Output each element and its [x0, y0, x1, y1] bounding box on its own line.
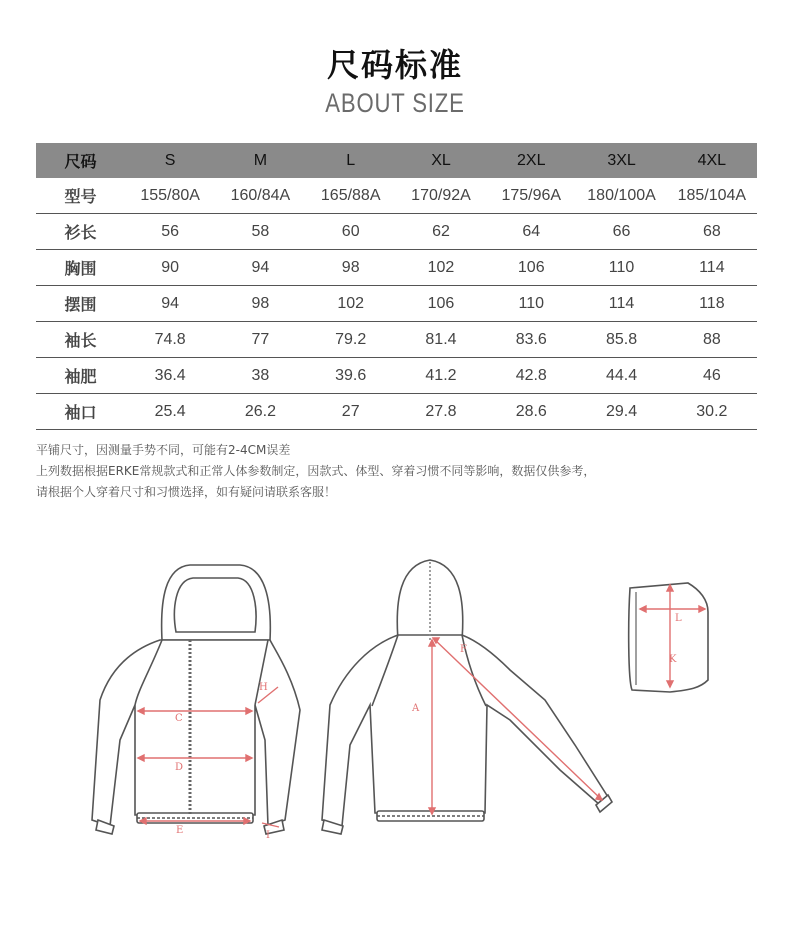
table-header-cell: 2XL	[486, 143, 576, 178]
table-cell: 114	[576, 286, 666, 322]
table-cell: 66	[576, 214, 666, 250]
page-title: 尺码标准	[326, 46, 463, 84]
table-cell: 56	[125, 214, 215, 250]
label-hood-height: K	[669, 654, 677, 665]
row-label: 型号	[36, 178, 125, 214]
table-cell: 26.2	[215, 394, 305, 430]
table-cell: 94	[215, 250, 305, 286]
table-cell: 102	[306, 286, 396, 322]
table-cell: 25.4	[125, 394, 215, 430]
table-cell: 64	[486, 214, 576, 250]
table-cell: 58	[215, 214, 305, 250]
table-cell: 83.6	[486, 322, 576, 358]
label-bottom: E	[176, 825, 184, 836]
table-cell: 98	[306, 250, 396, 286]
table-header-cell: 3XL	[576, 143, 666, 178]
table-cell: 106	[486, 250, 576, 286]
table-cell: 118	[667, 286, 757, 322]
table-cell: 88	[667, 322, 757, 358]
note-line: 上列数据根据ERKE常规款式和正常人体参数制定，因款式、体型、穿着习惯不同等影响，数据仅供参考，	[36, 464, 596, 478]
row-label: 袖口	[36, 394, 125, 430]
table-cell: 36.4	[125, 358, 215, 394]
table-header-cell: XL	[396, 143, 486, 178]
table-row	[36, 178, 757, 214]
size-table	[36, 143, 757, 430]
note-line: 请根据个人穿着尺寸和习惯选择，如有疑问请联系客服！	[36, 485, 337, 499]
note-line: 平铺尺寸，因测量手势不同，可能有2-4CM误差	[36, 443, 291, 457]
table-cell: 185/104A	[667, 178, 757, 214]
table-cell: 160/84A	[215, 178, 305, 214]
table-cell: 94	[125, 286, 215, 322]
table-header-cell: 4XL	[667, 143, 757, 178]
table-cell: 180/100A	[576, 178, 666, 214]
table-cell: 62	[396, 214, 486, 250]
table-cell: 41.2	[396, 358, 486, 394]
table-cell: 30.2	[667, 394, 757, 430]
row-label: 胸围	[36, 250, 125, 286]
table-row	[36, 322, 757, 358]
table-cell: 106	[396, 286, 486, 322]
table-row	[36, 394, 757, 430]
label-chest: C	[175, 713, 183, 724]
table-cell: 74.8	[125, 322, 215, 358]
table-cell: 90	[125, 250, 215, 286]
table-row	[36, 358, 757, 394]
table-header-cell: M	[215, 143, 305, 178]
table-cell: 77	[215, 322, 305, 358]
table-cell: 85.8	[576, 322, 666, 358]
jacket-front-illustration	[92, 565, 300, 834]
table-cell: 79.2	[306, 322, 396, 358]
table-cell: 155/80A	[125, 178, 215, 214]
row-label: 袖肥	[36, 358, 125, 394]
table-row	[36, 286, 757, 322]
table-header-row	[36, 143, 757, 178]
table-header-cell: L	[306, 143, 396, 178]
table-header-cell: S	[125, 143, 215, 178]
table-cell: 68	[667, 214, 757, 250]
table-cell: 60	[306, 214, 396, 250]
measurement-diagrams	[0, 540, 790, 925]
label-hem: D	[175, 762, 184, 773]
table-cell: 27.8	[396, 394, 486, 430]
table-cell: 98	[215, 286, 305, 322]
size-notes	[36, 440, 756, 503]
table-cell: 110	[486, 286, 576, 322]
table-cell: 114	[667, 250, 757, 286]
hood-illustration	[629, 583, 708, 692]
jacket-back-illustration	[322, 560, 612, 834]
table-cell: 38	[215, 358, 305, 394]
row-label: 衫长	[36, 214, 125, 250]
table-cell: 170/92A	[396, 178, 486, 214]
table-cell: 27	[306, 394, 396, 430]
table-cell: 175/96A	[486, 178, 576, 214]
label-length: A	[412, 703, 420, 714]
row-label: 摆围	[36, 286, 125, 322]
table-cell: 46	[667, 358, 757, 394]
table-header-cell: 尺码	[36, 143, 125, 178]
table-row	[36, 214, 757, 250]
table-cell: 39.6	[306, 358, 396, 394]
table-cell: 165/88A	[306, 178, 396, 214]
table-cell: 102	[396, 250, 486, 286]
table-cell: 42.8	[486, 358, 576, 394]
table-cell: 44.4	[576, 358, 666, 394]
table-cell: 110	[576, 250, 666, 286]
table-row	[36, 250, 757, 286]
row-label: 袖长	[36, 322, 125, 358]
label-hood-width: L	[675, 613, 682, 624]
label-sleeve: F	[460, 644, 467, 655]
table-cell: 81.4	[396, 322, 486, 358]
label-sleeve-width: H	[259, 682, 268, 693]
table-cell: 29.4	[576, 394, 666, 430]
label-cuff: I	[266, 830, 270, 841]
page-subtitle: ABOUT SIZE	[325, 88, 465, 118]
table-cell: 28.6	[486, 394, 576, 430]
